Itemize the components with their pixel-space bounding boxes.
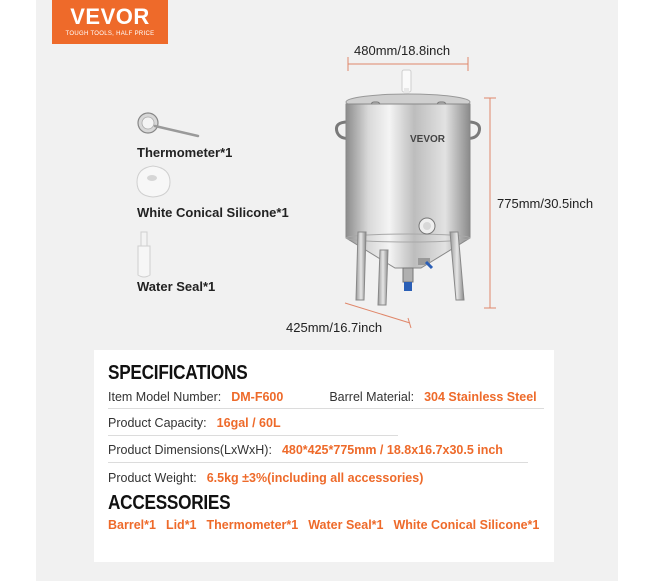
weight-value: 6.5kg ±3%(including all accessories) — [206, 471, 424, 485]
spec-row-model-material — [108, 390, 537, 404]
barrel-brand-mark: VEVOR — [410, 134, 446, 145]
capacity-label: Product Capacity: — [108, 416, 207, 430]
specifications-heading: SPECIFICATIONS — [108, 362, 248, 384]
specifications-card — [94, 350, 554, 562]
accessory-label-silicone: White Conical Silicone*1 — [137, 205, 289, 220]
depth-dimension-text: 425mm/16.7inch — [286, 320, 383, 335]
logo-brand: VEVOR — [70, 4, 150, 29]
accessories-heading: ACCESSORIES — [108, 492, 231, 514]
accessory-item: Thermometer*1 — [206, 518, 299, 532]
model-label: Item Model Number: — [108, 390, 222, 404]
logo-tagline: TOUGH TOOLS, HALF PRICE — [65, 31, 155, 37]
divider — [108, 408, 544, 409]
thermometer-icon — [138, 113, 198, 136]
accessory-item: Water Seal*1 — [308, 518, 384, 532]
height-dimension-text: 775mm/30.5inch — [497, 196, 594, 211]
dimensions-label: Product Dimensions(LxWxH): — [108, 443, 272, 457]
spec-row-capacity — [108, 416, 281, 430]
divider — [108, 462, 528, 463]
spec-row-dimensions — [108, 443, 503, 457]
width-dimension-line — [348, 57, 468, 71]
capacity-value: 16gal / 60L — [216, 416, 281, 430]
width-dimension-text: 480mm/18.8inch — [354, 43, 451, 58]
spec-row-weight — [108, 471, 423, 485]
accessory-label-thermometer: Thermometer*1 — [137, 145, 233, 160]
model-value: DM-F600 — [231, 390, 284, 404]
dimensions-value: 480*425*775mm / 18.8x16.7x30.5 inch — [281, 443, 503, 457]
water-seal-icon — [138, 232, 150, 277]
accessory-label-water-seal: Water Seal*1 — [137, 279, 216, 294]
silicone-stopper-icon — [137, 166, 170, 197]
divider — [108, 435, 398, 436]
material-value: 304 Stainless Steel — [424, 390, 537, 404]
accessory-item: Lid*1 — [165, 518, 197, 532]
height-dimension-line — [484, 98, 496, 308]
material-label: Barrel Material: — [329, 390, 415, 404]
accessory-item: Barrel*1 — [108, 518, 156, 532]
accessories-list — [108, 518, 549, 532]
fermenter-barrel — [336, 70, 479, 305]
accessory-item: White Conical Silicone*1 — [393, 518, 540, 532]
weight-label: Product Weight: — [108, 471, 197, 485]
